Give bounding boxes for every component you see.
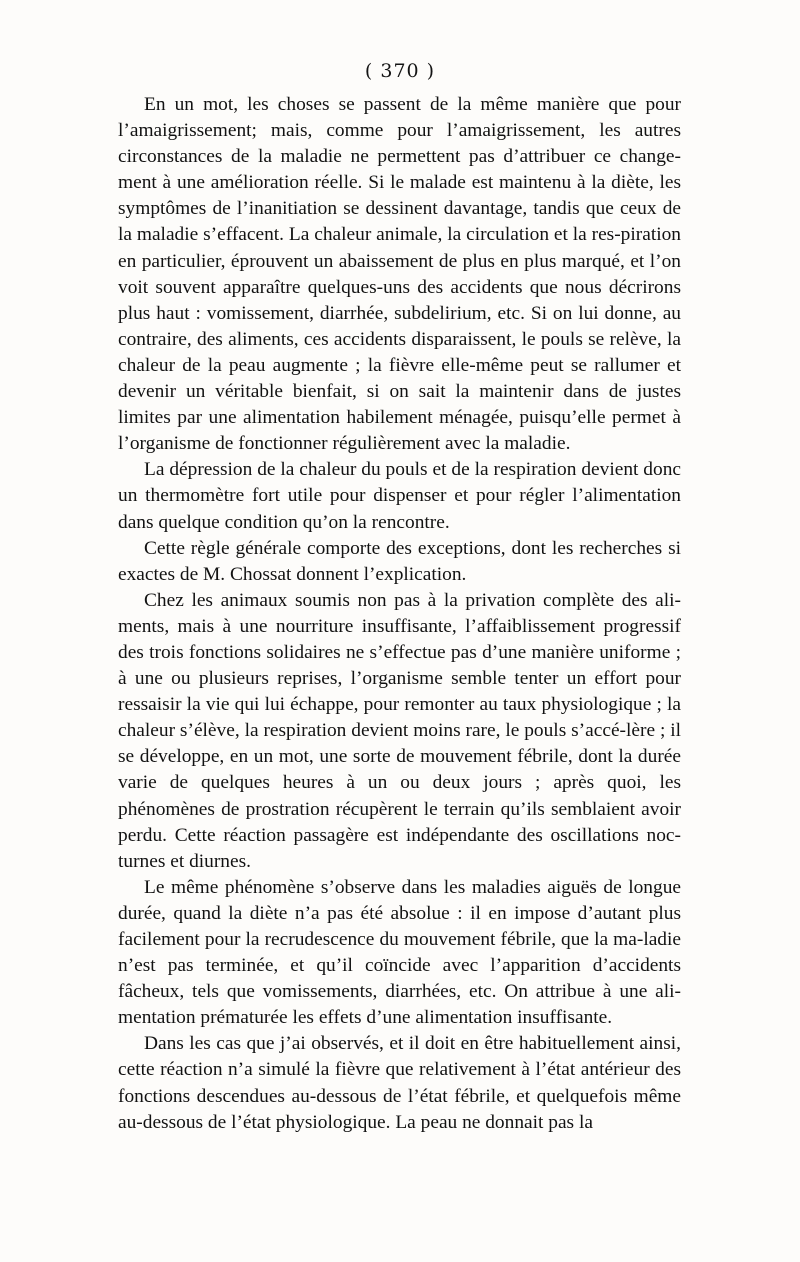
paragraph-6: Dans les cas que j’ai observés, et il doit en être habituellement ainsi, cette réaction n’a simulé la fièvre que relativement à l’état antérieur des fonctions descendues au-dessous de l’état fébrile, et quelquefois même au-dessous de l’état physiologique. La peau ne donnait pas la bbox=[118, 1033, 681, 1133]
paragraph-4: Chez les animaux soumis non pas à la privation complète des ali-ments, mais à une nourriture insuffisante, l’affaiblissement progressif des trois fonctions solidaires ne s’effectue pas d’une manière uniforme ; à une ou plusieurs reprises, l’organisme semble tenter un effort pour ressaisir la vie qui lui échappe, pour remonter au taux physiologique ; la chaleur s’élève, la respiration devient moins rare, le pouls s’accé-lère ; il se développe, en un mot, une sorte de mouvement fébrile, dont la durée varie de quelques heures à un ou deux jours ; après quoi, les phénomènes de prostration récupèrent le terrain qu’ils semblaient avoir perdu. Cette réaction passagère est indépendante des oscillations noc-turnes et diurnes. bbox=[118, 589, 681, 872]
paragraph-2: La dépression de la chaleur du pouls et de la respiration devient donc un thermomètre fort utile pour dispenser et pour régler l’alimentation dans quelque condition qu’on la rencontre. bbox=[118, 459, 681, 533]
paragraph-1: En un mot, les choses se passent de la même manière que pour l’amaigrissement; mais, comme pour l’amaigrissement, les autres circonstances de la maladie ne permettent pas d’attribuer ce change-ment à une amélioration réelle. Si le malade est maintenu à la diète, les symptômes de l’inanitiation se dessinent davantage, tandis que ceux de la maladie s’effacent. La chaleur animale, la circulation et la res-piration en particulier, éprouvent un abaissement de plus en plus marqué, et l’on voit souvent apparaître quelques-uns des accidents que nous décrirons plus haut : vomissement, diarrhée, subdelirium, etc. Si on lui donne, au contraire, des aliments, ces accidents disparaissent, le pouls se relève, la chaleur de la peau augmente ; la fièvre elle-même peut se rallumer et devenir un véritable bienfait, si on sait la maintenir dans de justes limites par une alimentation habilement ménagée, puisqu’elle permet à l’organisme de fonctionner régulièrement avec la maladie. bbox=[118, 94, 681, 455]
paragraph-5: Le même phénomène s’observe dans les maladies aiguës de longue durée, quand la diète n’a pas été absolue : il en impose d’autant plus facilement pour la recrudescence du mouvement fébrile, que la ma-ladie n’est pas terminée, et qu’il coïncide avec l’apparition d’accidents fâcheux, tels que vomissements, diarrhées, etc. On attribue à une ali-mentation prématurée les effets d’une alimentation insuffisante. bbox=[118, 876, 681, 1029]
page-number: ( 370 ) bbox=[364, 60, 436, 82]
paragraph-3: Cette règle générale comporte des exceptions, dont les recherches si exactes de M. Chossat donnent l’explication. bbox=[118, 537, 681, 585]
body-text bbox=[118, 92, 681, 1136]
